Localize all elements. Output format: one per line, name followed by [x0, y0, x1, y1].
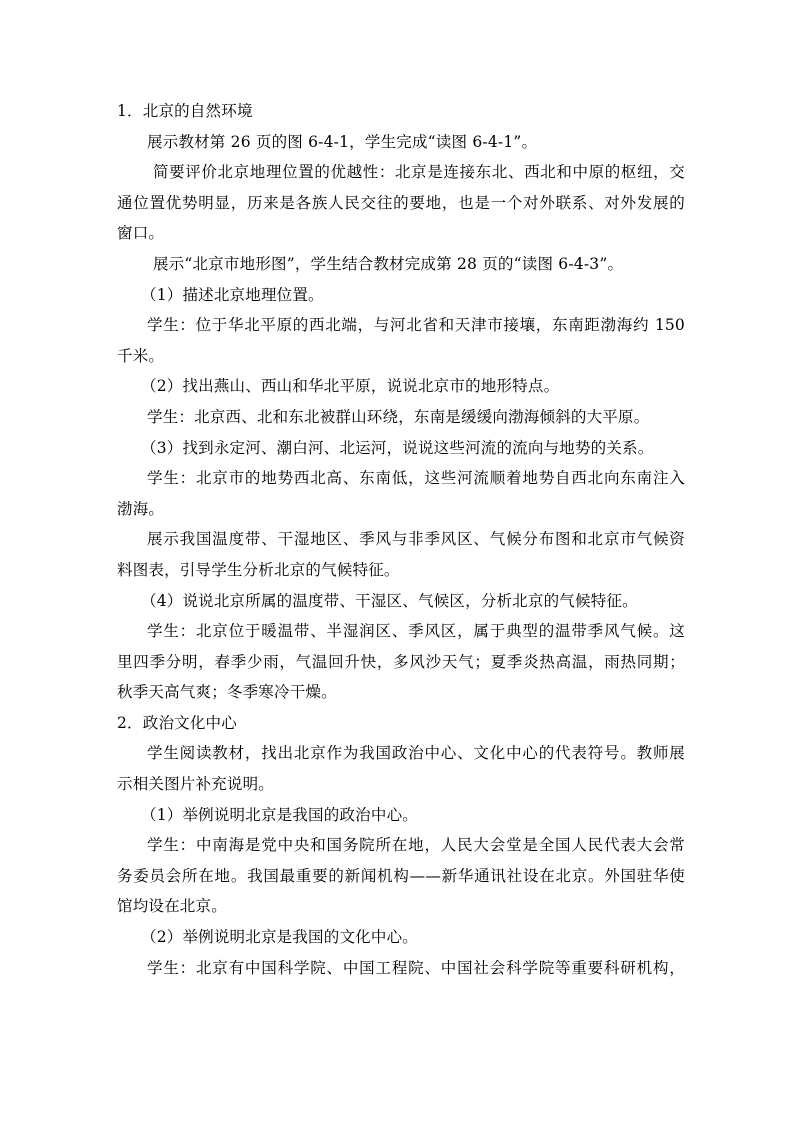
text-line: 示相关图片补充说明。: [117, 775, 275, 794]
text-line: 渤海。: [117, 499, 165, 518]
text-line: 展示教材第 26 页的图 6-4-1，学生完成“读图 6-4-1”。: [147, 132, 538, 151]
text-line: （2）找出燕山、西山和华北平原，说说北京市的地形特点。: [141, 377, 560, 396]
text-line: 展示我国温度带、干湿地区、季风与非季风区、气候分布图和北京市气候资: [147, 530, 685, 549]
document-body: [117, 96, 685, 983]
text-line: 料图表，引导学生分析北京的气候特征。: [117, 560, 400, 579]
text-line: 展示“北京市地形图”，学生结合教材完成第 28 页的“读图 6-4-3”。: [153, 254, 624, 273]
text-line: 窗口。: [117, 224, 165, 243]
text-line: 千米。: [117, 346, 165, 365]
text-line: 通位置优势明显，历来是各族人民交往的要地，也是一个对外联系、对外发展的: [117, 193, 685, 212]
text-line: 馆均设在北京。: [117, 897, 227, 916]
text-line: 学生阅读教材，找出北京作为我国政治中心、文化中心的代表符号。教师展: [147, 744, 685, 763]
text-line: 简要评价北京地理位置的优越性：北京是连接东北、西北和中原的枢纽，交: [153, 163, 685, 182]
text-line: 学生：北京有中国科学院、中国工程院、中国社会科学院等重要科研机构，: [147, 958, 685, 977]
text-line: 学生：北京位于暖温带、半湿润区、季风区，属于典型的温带季风气候。这: [147, 622, 685, 641]
section-heading: 2．政治文化中心: [117, 713, 237, 732]
text-line: （2）举例说明北京是我国的文化中心。: [141, 928, 418, 947]
text-line: 秋季天高气爽；冬季寒冷干燥。: [117, 683, 337, 702]
text-line: （4）说说北京所属的温度带、干湿区、气候区，分析北京的气候特征。: [141, 591, 638, 610]
text-line: 学生：中南海是党中央和国务院所在地，人民大会堂是全国人民代表大会常: [147, 836, 685, 855]
text-line: （1）描述北京地理位置。: [141, 285, 324, 304]
text-line: 学生：北京西、北和东北被群山环绕，东南是缓缓向渤海倾斜的大平原。: [147, 407, 650, 426]
text-line: 里四季分明，春季少雨，气温回升快，多风沙天气；夏季炎热高温，雨热同期；: [117, 652, 685, 671]
text-line: 学生：北京市的地势西北高、东南低，这些河流顺着地势自西北向东南注入: [147, 469, 685, 488]
text-line: （3）找到永定河、潮白河、北运河，说说这些河流的流向与地势的关系。: [141, 438, 654, 457]
text-line: 务委员会所在地。我国最重要的新闻机构——新华通讯社设在北京。外国驻华使: [117, 866, 685, 885]
section-heading: 1．北京的自然环境: [117, 102, 253, 120]
text-line: 学生：位于华北平原的西北端，与河北省和天津市接壤，东南距渤海约 150: [147, 316, 685, 335]
text-line: （1）举例说明北京是我国的政治中心。: [141, 805, 418, 824]
